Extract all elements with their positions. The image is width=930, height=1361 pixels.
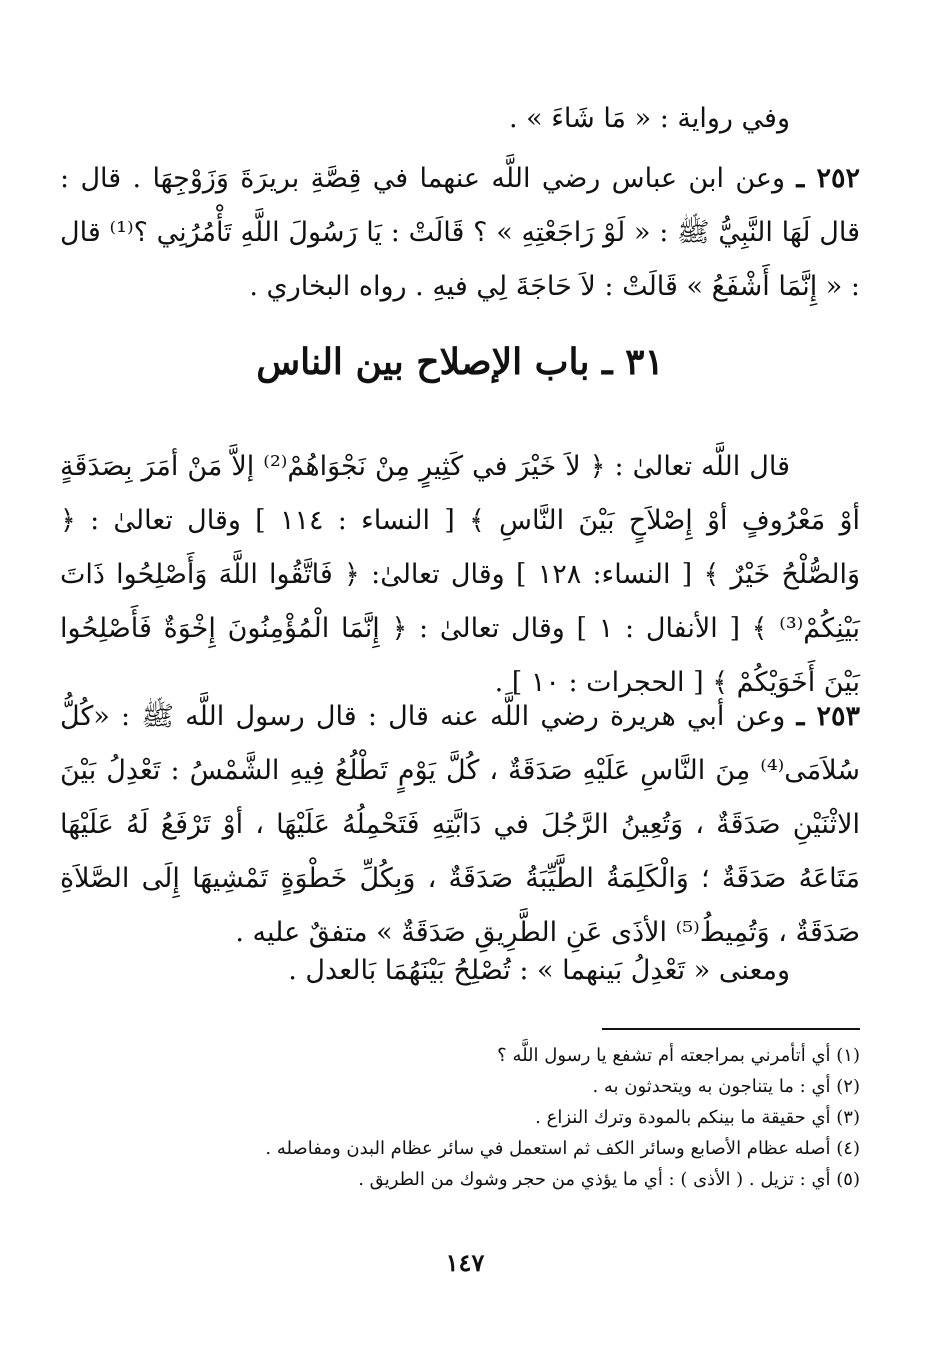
meaning-text: ومعنى « تَعْدِلُ بَينهما » : تُصْلِحُ بَيْنَهُمَا بَالعدل . [288,955,790,986]
footnote-1: (١) أي أتأمرني بمراجعته أم تشفع يا رسول اللَّه ؟ [497,1045,860,1066]
footnote-3: (٣) أي حقيقة ما بينكم بالمودة وترك النزاع . [535,1107,860,1128]
hadith-253-text: وعن أبي هريرة رضي اللَّه عنه قال : قال رسول اللَّه ﷺ : «كُلُّ سُلاَمَى⁽⁴⁾ مِنَ النَّاسِ عَلَيْهِ صَدَقَةٌ ، كُلَّ يَوْمٍ تَطْلُعُ فِيهِ الشَّمْسُ : تَعْدِلُ بَيْنَ الاثْنَيْنِ صَدَقَةٌ ، وَتُعِينُ الرَّجُلَ في دَابَّتِهِ فَتَحْمِلُهُ عَلَيْهَا ، أوْ تَرْفَعُ لَهُ عَلَيْهَا مَتَاعَهُ صَدَقَةٌ ؛ وَالْكَلِمَةُ الطَّيِّبَةُ صَدَقَةٌ ، وَبِكُلِّ خَطْوَةٍ تَمْشِيهَا إِلَى الصَّلاَةِ صَدَقَةٌ ، وَتُمِيطُ⁽⁵⁾ الأذَى عَنِ الطَّرِيقِ صَدَقَةٌ » متفقٌ عليه . [60,701,860,948]
quran-verses-text: قال اللَّه تعالىٰ : ﴿ لاَ خَيْرَ في كَثِيرٍ مِنْ نَجْوَاهُمْ⁽²⁾ إلاَّ مَنْ أمَرَ بِصَدَقَةٍ أوْ مَعْرُوفٍ أوْ إِصْلاَحٍ بَيْنَ النَّاسِ ﴾ [ النساء : ١١٤ ] وقال تعالىٰ : ﴿ وَالصُّلْحُ خَيْرٌ ﴾ [ النساء: ١٢٨ ] وقال تعالىٰ: ﴿ فَاتَّقُوا اللَّهَ وَأَصْلِحُوا ذَاتَ بَيْنِكُمْ⁽³⁾ ﴾ [ الأنفال : ١ ] وقال تعالىٰ : ﴿ إِنَّمَا الْمُؤْمِنُونَ إِخْوَةٌ فَأَصْلِحُوا بَيْنَ أَخَوَيْكُمْ ﴾ [ الحجرات : ١٠ ] . [60,451,861,698]
page-number: ١٤٧ [445,1248,485,1277]
hadith-252-number: ٢٥٢ ـ [796,163,860,194]
footnote-2: (٢) أي : ما يتناجون به ويتحدثون به . [592,1076,860,1097]
top-line-text: وفي رواية : « مَا شَاءَ » . [508,103,790,134]
narration-variant-line [60,92,860,146]
chapter-heading: ٣١ ـ باب الإصلاح بين الناس [256,341,664,383]
footnote-divider [602,1028,860,1030]
hadith-253-number: ٢٥٣ ـ [796,701,860,732]
hadith-252-text: وعن ابن عباس رضي اللَّه عنهما في قِصَّةِ بريرَةَ وَزَوْجِهَا . قال : قال لَهَا النَّبِيُّ ﷺ : « لَوْ رَاجَعْتِهِ » ؟ قَالَتْ : يَا رَسُولَ اللَّهِ تَأْمُرُنِي ؟⁽¹⁾ قال : « إِنَّمَا أَشْفَعُ » قَالَتْ : لاَ حَاجَةَ لِي فيهِ . رواه البخاري . [60,163,860,302]
footnotes [60,1040,860,1195]
footnote-5: (٥) أي : تزيل . ( الأذى ) : أي ما يؤذي من حجر وشوك من الطريق . [358,1169,860,1190]
footnote-4: (٤) أصله عظام الأصابع وسائر الكف ثم استعمل في سائر عظام البدن ومفاصله . [265,1138,860,1159]
hadith-252-paragraph [60,152,860,314]
meaning-explanation-line [60,944,860,998]
hadith-253-paragraph [60,690,860,960]
quran-verses-paragraph [60,440,860,710]
